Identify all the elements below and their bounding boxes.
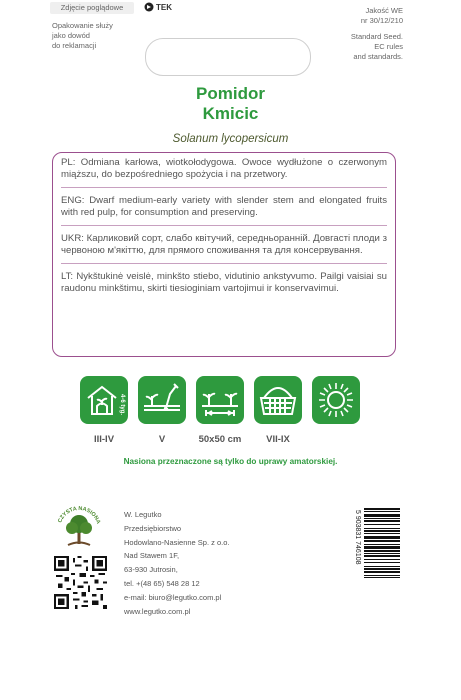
company-line: Hodowlano-Nasienne Sp. z o.o.: [124, 537, 230, 547]
logo-text: CZYSTA NASIONA: [57, 505, 102, 525]
qr-code: [54, 556, 107, 609]
seed-logo: [54, 504, 104, 554]
icon-labels: [80, 434, 360, 445]
barcode-bar: [364, 553, 400, 554]
barcode-bar: [364, 540, 400, 542]
description-pl: PL: Odmiana karłowa, wiotkołodygowa. Owoce wydłużone o czerwonym miąższu, do bezpośredniego spożycia i na przetwory.: [61, 157, 387, 180]
sun-label: [312, 434, 360, 445]
tek-logo-icon: [144, 2, 154, 12]
quality-note-line: and standards.: [353, 52, 403, 61]
amateur-use-note: Nasiona przeznaczone są tylko do uprawy amatorskiej.: [123, 457, 338, 466]
tek-mark: [144, 2, 172, 12]
product-name: Pomidor: [196, 84, 265, 103]
quality-note-line: Jakość WE: [365, 6, 403, 15]
company-phone: tel. +(48 65) 548 28 12: [124, 578, 200, 588]
quality-note: [351, 6, 403, 62]
barcode-bar: [364, 566, 400, 567]
spacing-label: 50x50 cm: [198, 434, 242, 445]
divider: [61, 187, 387, 188]
quality-note-line: nr 30/12/210: [360, 16, 403, 25]
divider: [61, 263, 387, 264]
spacing-icon: [196, 376, 244, 424]
sowing-indoor-icon: [80, 376, 128, 424]
barcode-bar: [364, 520, 400, 522]
company-line: Nad Stawem 1F,: [124, 551, 180, 561]
barcode-bar: [364, 562, 400, 563]
sun-icon: [312, 376, 360, 424]
barcode-bar: [364, 577, 400, 578]
barcode: [350, 506, 402, 608]
sowing-period-label: III-IV: [93, 434, 115, 445]
packaging-note: [52, 21, 113, 51]
description-lt: LT: Nykštukinė veislė, minkšto stiebo, vidutinio ankstyvumo. Pailgi vaisiai su raudonu minkštimu, skirti tiesioginiam vartojimui ir konservavimui.: [61, 271, 387, 294]
barcode-bar: [364, 544, 400, 545]
cultivation-icons: [80, 376, 360, 424]
barcode-bar: [364, 533, 400, 534]
company-website: www.legutko.com.pl: [124, 606, 191, 616]
company-line: 63-930 Jutrosin,: [124, 565, 178, 575]
latin-name: Solanum lycopersicum: [172, 133, 289, 145]
divider: [61, 225, 387, 226]
company-line: W. Legutko: [124, 510, 162, 519]
barcode-bar: [364, 546, 400, 549]
harvest-basket-icon: [254, 376, 302, 424]
barcode-bar: [364, 568, 400, 570]
barcode-bar: [364, 524, 400, 525]
tek-label: TEK: [156, 2, 172, 12]
packaging-note-line: do reklamacji: [52, 41, 97, 50]
description-eng: ENG: Dwarf medium-early variety with slender stem and elongated fruits with red pulp, for consumption and preserving.: [61, 195, 387, 218]
quality-note-line: EC rules: [374, 42, 403, 51]
barcode-number: 5 903831 746108: [354, 510, 361, 565]
barcode-bar: [364, 555, 400, 557]
planting-icon: [138, 376, 186, 424]
quality-note-line: Standard Seed.: [350, 32, 403, 41]
barcode-bar: [364, 508, 400, 510]
barcode-bar: [364, 511, 400, 512]
barcode-bar: [364, 518, 400, 519]
barcode-bar: [364, 528, 400, 529]
description-ukr: UKR: Карликовий сорт, слабо квітучий, середньоранній. Довгасті плоди з червоною м'якіттю, для прямого споживання та для консервування.: [61, 233, 387, 256]
illustrative-photo-badge: Zdjęcie poglądowe: [50, 2, 134, 14]
barcode-bar: [364, 530, 400, 532]
barcode-bar: [364, 559, 400, 560]
planting-month-label: V: [158, 434, 166, 445]
variety-name: Kmicic: [202, 104, 259, 123]
harvest-period-label: VII-IX: [266, 434, 290, 445]
packaging-note-line: Opakowanie służy: [52, 21, 113, 30]
barcode-bar: [364, 575, 400, 576]
company-email: e-mail: biuro@legutko.com.pl: [124, 592, 222, 602]
barcode-bar: [364, 571, 400, 573]
hang-hole-outline: [145, 38, 311, 76]
barcode-bar: [364, 550, 400, 552]
icon-side-text: 4-6 tyg.: [119, 394, 125, 416]
packaging-note-line: jako dowód: [52, 31, 90, 40]
description-panel: [52, 152, 396, 357]
company-line: Przedsiębiorstwo: [124, 523, 182, 533]
barcode-bar: [364, 514, 400, 517]
company-info: [124, 508, 229, 618]
barcode-bar: [364, 536, 400, 539]
